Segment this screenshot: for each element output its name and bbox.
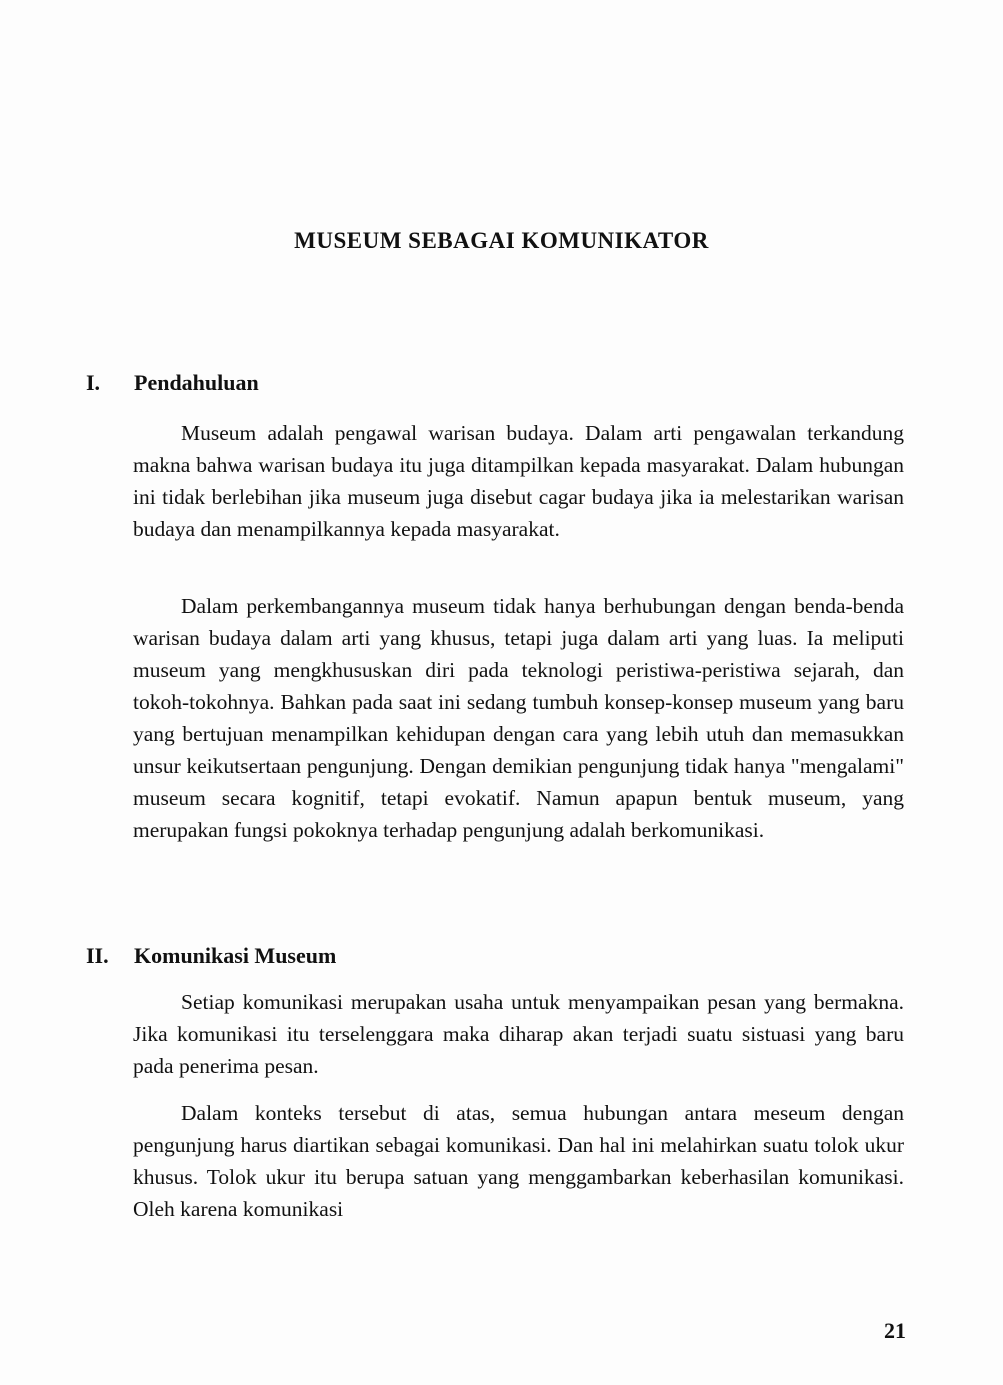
paragraph: Dalam konteks tersebut di atas, semua hubungan antara meseum dengan pengunjung harus diartikan sebagai komunikasi. Dan hal ini melahirkan suatu tolok ukur khusus. Tolok ukur itu berupa satuan yang menggambarkan keberhasilan komunikasi. Oleh karena komunikasi [133, 1101, 904, 1221]
section-title: Komunikasi Museum [134, 943, 337, 968]
paragraph: Dalam perkembangannya museum tidak hanya berhubungan dengan benda-benda warisan budaya dalam arti yang khusus, tetapi juga dalam arti yang luas. Ia meliputi museum yang mengkhususkan diri pada teknologi peristiwa-peristiwa sejarah, dan tokoh-tokohnya. Bahkan pada saat ini sedang tumbuh konsep-konsep museum yang baru yang bertujuan menampilkan kehidupan dengan cara yang lebih utuh dan memasukkan unsur keikutsertaan pengunjung. Dengan demikian pengunjung tidak hanya "mengalami" museum secara kognitif, tetapi evokatif. Namun apapun bentuk museum, yang merupakan fungsi pokoknya terhadap pengunjung adalah berkomunikasi. [133, 594, 904, 842]
paragraph: Setiap komunikasi merupakan usaha untuk menyampaikan pesan yang bermakna. Jika komunikasi itu terselenggara maka diharap akan terjadi suatu sistuasi yang baru pada penerima pesan. [133, 990, 904, 1078]
section-number: I. [86, 370, 101, 395]
section-number: II. [86, 943, 109, 968]
section-heading-pendahuluan [86, 370, 259, 396]
page-title: MUSEUM SEBAGAI KOMUNIKATOR [294, 228, 709, 253]
paragraph: Museum adalah pengawal warisan budaya. Dalam arti pengawalan terkandung makna bahwa warisan budaya itu juga ditampilkan kepada masyarakat. Dalam hubungan ini tidak berlebihan jika museum juga disebut cagar budaya jika ia melestarikan warisan budaya dan menampilkannya kepada masyarakat. [133, 421, 904, 541]
page-number: 21 [884, 1318, 906, 1343]
section-heading-komunikasi-museum [86, 943, 336, 969]
section-title: Pendahuluan [134, 370, 259, 395]
